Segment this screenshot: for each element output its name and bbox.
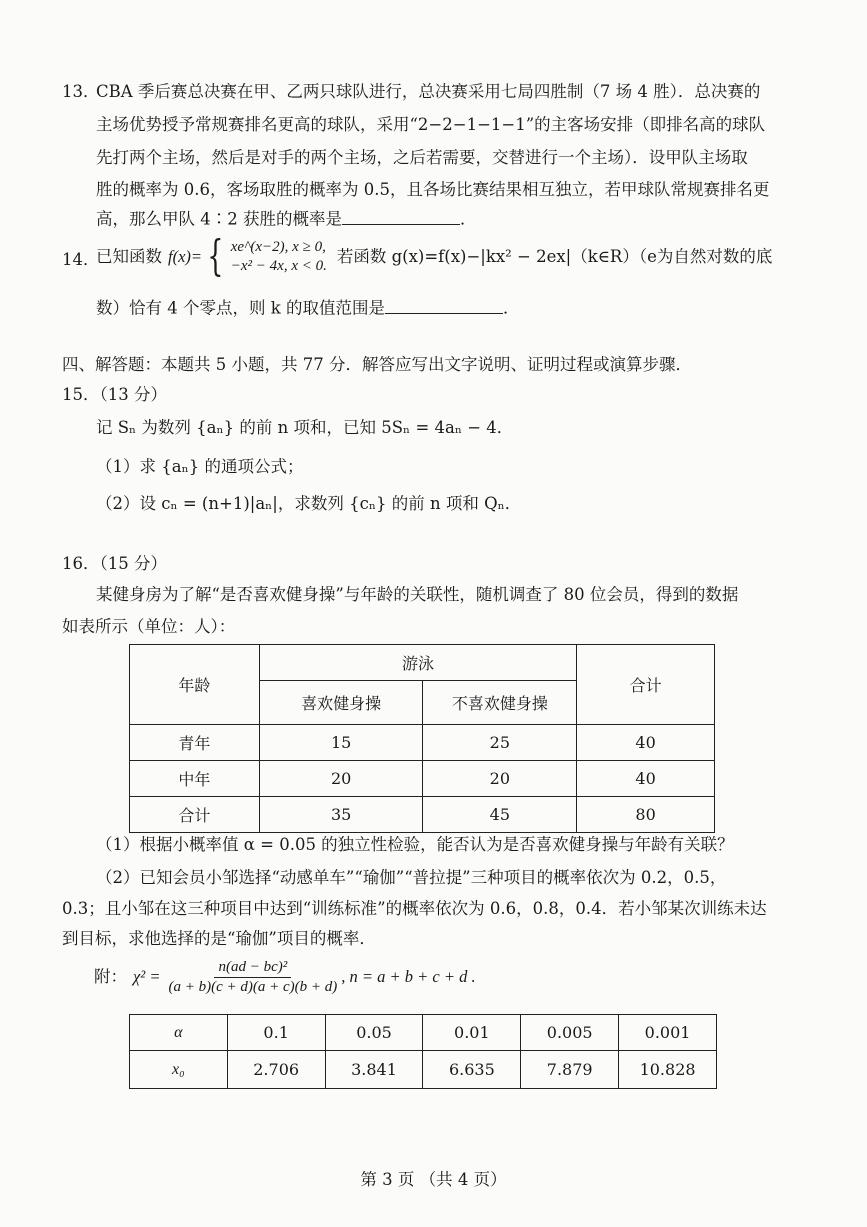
cell-like: 35 xyxy=(259,797,423,833)
q13-line-1: CBA 季后赛总决赛在甲、乙两只球队进行，总决赛采用七局四胜制（7 场 4 胜）．总决赛的 xyxy=(96,82,761,101)
q14-case-1: xe^(x−2), x ≥ 0, xyxy=(230,239,326,255)
q14-line-2-text: 数）恰有 4 个零点，则 k 的取值范围是 xyxy=(96,298,385,318)
cell-dislike: 25 xyxy=(423,725,577,761)
q16-part-1: （1）根据小概率值 α = 0.05 的独立性检验，能否认为是否喜欢健身操与年龄有关联？ xyxy=(96,835,734,854)
q14-line-2-end: ． xyxy=(502,298,520,318)
row-label: 合计 xyxy=(130,797,260,833)
cell-dislike: 45 xyxy=(423,797,577,833)
sample-size-definition: , n = a + b + c + d . xyxy=(341,967,476,987)
table-row xyxy=(130,797,715,833)
x0-value: 2.706 xyxy=(227,1051,325,1089)
cell-total: 40 xyxy=(577,761,715,797)
table-row xyxy=(130,1015,717,1051)
q16-part-2-line-1: （2）已知会员小邹选择“动感单车”“瑜伽”“普拉提”三种项目的概率依次为 0.2，0.5， xyxy=(96,868,727,887)
critical-value-table xyxy=(129,1014,717,1089)
alpha-value: 0.001 xyxy=(619,1015,717,1051)
table-row xyxy=(130,761,715,797)
alpha-value: 0.01 xyxy=(423,1015,521,1051)
header-like: 喜欢健身操 xyxy=(259,681,423,725)
x0-value: 10.828 xyxy=(619,1051,717,1089)
q13-line-5-text: 高，那么甲队 4∶2 获胜的概率是 xyxy=(96,209,342,229)
header-dislike: 不喜欢健身操 xyxy=(423,681,577,725)
q14-g-text: 若函数 g(x)=f(x)−|kx² − 2ex|（k∈R）（e为自然对数的底 xyxy=(336,246,773,266)
q16-part-2-line-3: 到目标，求他选择的是“瑜伽”项目的概率． xyxy=(62,929,376,948)
q15-part-2: （2）设 cₙ = (n+1)|aₙ|，求数列 {cₙ} 的前 n 项和 Qₙ． xyxy=(96,494,522,513)
alpha-value: 0.005 xyxy=(521,1015,619,1051)
q14-piecewise xyxy=(202,231,327,280)
page-footer: 第 3 页 （共 4 页） xyxy=(360,1170,507,1189)
header-group: 游泳 xyxy=(259,645,576,681)
cell-like: 20 xyxy=(259,761,423,797)
q13-line-5-end: ． xyxy=(460,209,477,229)
survey-table xyxy=(129,644,715,833)
q13-line-2: 主场优势授予常规赛排名更高的球队，采用“2−2−1−1−1”的主客场安排（即排名高的球队 xyxy=(96,115,766,134)
q13-line-3: 先打两个主场，然后是对手的两个主场，之后若需要，交替进行一个主场）．设甲队主场取 xyxy=(96,148,748,167)
q13-answer-blank[interactable] xyxy=(342,207,460,225)
alpha-label: α xyxy=(130,1015,228,1051)
appendix-label: 附： xyxy=(94,967,127,987)
header-age: 年龄 xyxy=(130,645,260,725)
q14-line-1 xyxy=(96,231,773,280)
q13-line-4: 胜的概率为 0.6，客场取胜的概率为 0.5，且各场比赛结果相互独立，若甲球队常规赛排名更 xyxy=(96,180,770,199)
alpha-value: 0.05 xyxy=(325,1015,423,1051)
q14-lead: 已知函数 xyxy=(96,246,162,266)
q15-heading: 15．（13 分） xyxy=(62,385,167,404)
q15-stem: 记 Sₙ 为数列 {aₙ} 的前 n 项和，已知 5Sₙ = 4aₙ − 4． xyxy=(96,418,514,437)
q14-case-2: −x² − 4x, x < 0. xyxy=(230,258,327,274)
x0-value: 6.635 xyxy=(423,1051,521,1089)
appendix-formula xyxy=(94,960,476,995)
q14-line-2 xyxy=(96,296,519,317)
x0-value: 7.879 xyxy=(521,1051,619,1089)
cell-dislike: 20 xyxy=(423,761,577,797)
q15-part-1: （1）求 {aₙ} 的通项公式； xyxy=(96,457,304,476)
q14-number: 14． xyxy=(62,250,100,269)
q16-stem-line-1: 某健身房为了解“是否喜欢健身操”与年龄的关联性，随机调查了 80 位会员，得到的数据 xyxy=(96,585,739,604)
row-label: 中年 xyxy=(130,761,260,797)
row-label: 青年 xyxy=(130,725,260,761)
chi-square-fraction xyxy=(164,960,341,995)
section-4-heading: 四、解答题：本题共 5 小题，共 77 分．解答应写出文字说明、证明过程或演算步骤． xyxy=(62,355,692,374)
x0-label: x₀ xyxy=(130,1051,228,1089)
cell-total: 80 xyxy=(577,797,715,833)
q13-number: 13． xyxy=(62,82,100,101)
fraction-numerator: n(ad − bc)² xyxy=(214,960,291,978)
q16-stem-line-2: 如表所示（单位：人）： xyxy=(62,617,236,636)
brace-icon: { xyxy=(207,231,224,280)
cell-like: 15 xyxy=(259,725,423,761)
cell-total: 40 xyxy=(577,725,715,761)
q14-answer-blank[interactable] xyxy=(385,296,503,314)
table-row xyxy=(130,1051,717,1089)
q16-heading: 16．（15 分） xyxy=(62,554,167,573)
q16-part-2-line-2: 0.3；且小邹在这三种项目中达到“训练标准”的概率依次为 0.6，0.8，0.4．若小邹某次训练未达 xyxy=(62,899,767,918)
alpha-value: 0.1 xyxy=(227,1015,325,1051)
chi-square-symbol: χ² = xyxy=(133,967,161,987)
table-row xyxy=(130,725,715,761)
x0-value: 3.841 xyxy=(325,1051,423,1089)
q14-f-lhs: f(x)= xyxy=(168,246,203,266)
q13-line-5 xyxy=(96,207,477,228)
header-total: 合计 xyxy=(577,645,715,725)
fraction-denominator: (a + b)(c + d)(a + c)(b + d) xyxy=(168,979,338,995)
